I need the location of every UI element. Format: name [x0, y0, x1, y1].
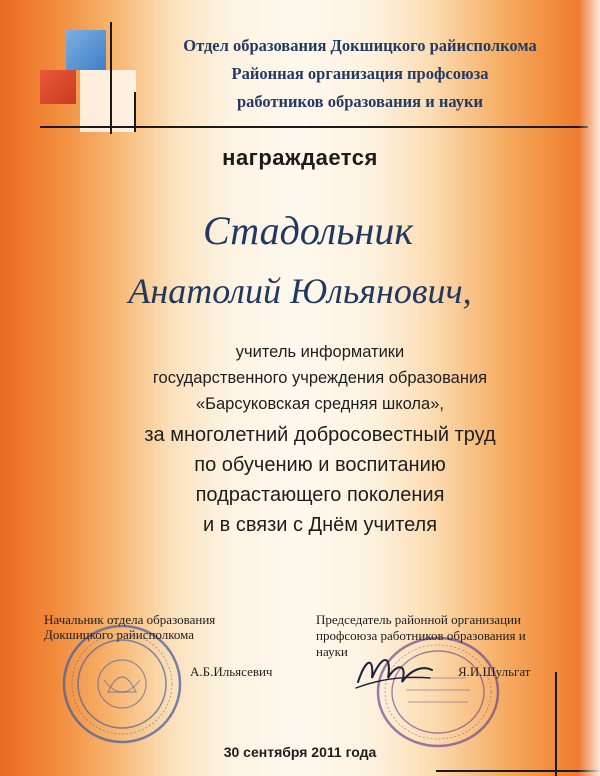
decor-corner-line-horizontal — [436, 770, 600, 772]
body-line-5: по обучению и воспитанию — [194, 454, 446, 476]
body-line-7: и в связи с Днём учителя — [202, 514, 438, 536]
issue-date: 30 сентября 2011 года — [223, 744, 377, 760]
left-signatory-name: А.Б.Ильясевич — [190, 664, 273, 679]
body-line-2: государственного учреждения образования — [152, 369, 488, 387]
header-line-1: Отдел образования Докшицкого райисполкома — [183, 36, 537, 55]
header-line-2: Районная организация профсоюза — [231, 64, 489, 83]
header-line-3: работников образования и науки — [236, 92, 484, 111]
decor-vertical-line — [110, 22, 112, 134]
left-signatory-title-1: Начальник отдела образования — [44, 612, 216, 627]
decor-corner-line-vertical — [555, 672, 557, 776]
recipient-surname: Стадольник — [202, 208, 414, 253]
right-signatory-name: Я.И.Шульгат — [458, 664, 531, 679]
decor-blue-square — [66, 30, 106, 70]
right-signatory-title-1: Председатель районной организации — [316, 612, 521, 627]
decor-white-square — [80, 70, 136, 132]
body-line-6: подрастающего поколения — [195, 484, 445, 506]
decor-red-square — [40, 70, 76, 104]
body-line-4: за многолетний добросовестный труд — [144, 424, 496, 446]
signature-icon — [352, 648, 438, 694]
decor-horizontal-line — [40, 126, 588, 128]
awarded-heading: награждается — [222, 145, 378, 170]
body-line-1: учитель информатики — [235, 343, 405, 361]
recipient-given-names: Анатолий Юльянович, — [128, 271, 472, 311]
right-signatory-title-2: профсоюза работников образования и — [316, 628, 526, 643]
left-signatory-title-2: Докшицкого райисполкома — [44, 627, 195, 642]
body-line-3: «Барсуковская средняя школа», — [196, 395, 444, 413]
right-signatory-title-3: науки — [316, 644, 348, 659]
